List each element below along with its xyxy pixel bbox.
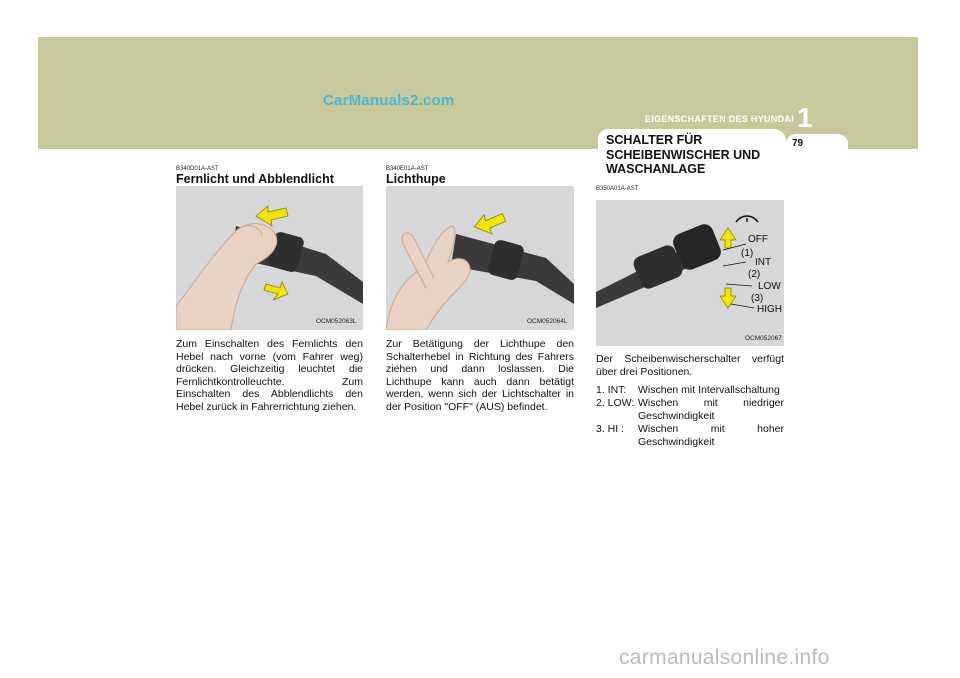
section-code: B350A01A-AST xyxy=(596,186,639,192)
list-item-number: 2. LOW: xyxy=(596,397,635,409)
image-code: OCM052064L xyxy=(527,318,568,325)
list-item-number: 3. HI : xyxy=(596,423,625,435)
wiper-label-int: INT xyxy=(755,257,772,268)
chapter-number: 1 xyxy=(797,102,813,133)
list-item-text: Wischen mit hoher Geschwindigkeit xyxy=(638,423,784,448)
wiper-label-off: OFF xyxy=(748,234,768,245)
chapter-header-band xyxy=(38,37,918,149)
list-item-number: 1. INT: xyxy=(596,384,627,396)
high-beam-photo xyxy=(176,186,363,330)
wiper-label-3: (3) xyxy=(751,293,764,304)
list-item xyxy=(596,423,784,449)
list-item-text: Wischen mit niedriger Geschwindigkeit xyxy=(638,397,784,422)
image-code: OCM052067 xyxy=(745,335,782,342)
site-link[interactable]: CarManuals2.com xyxy=(323,92,455,109)
wiper-label-high: HIGH xyxy=(757,304,782,315)
list-item-text: Wischen mit Intervallschaltung xyxy=(638,384,780,396)
image-code: OCM052063L xyxy=(316,318,357,325)
intro-paragraph: Der Scheibenwischerschalter verfügt über drei Positionen. xyxy=(596,353,784,378)
body-paragraph: Zum Einschalten des Fernlichts den Hebel nach vorne (vom Fahrer weg) drücken. Gleichzeitig leuchtet die Fernlichtkontrolleuchte. Zum Einschalten des Abblendlichts den Hebel zurück in Fahrerrichtung ziehen. xyxy=(176,338,363,413)
page-number: 79 xyxy=(792,138,804,149)
section-code: B340D01A-AST xyxy=(176,166,219,172)
section-heading: Fernlicht und Abblendlicht xyxy=(176,172,334,186)
list-item xyxy=(596,397,784,423)
wiper-label-low: LOW xyxy=(758,281,781,292)
headlight-flasher-photo xyxy=(386,186,574,330)
body-paragraph: Zur Betätigung der Lichthupe den Schalterhebel in Richtung des Fahrers ziehen und dann loslassen. Die Lichthupe kann auch dann betätigt werden, wenn sich der Lichtschalter in der Position "OFF" (AUS) befindet. xyxy=(386,338,574,413)
section-code: B340E01A-AST xyxy=(386,166,429,172)
watermark: carmanualsonline.info xyxy=(619,646,830,669)
section-title: SCHALTER FÜR SCHEIBENWISCHER UND WASCHANLAGE xyxy=(606,133,761,176)
section-heading: Lichthupe xyxy=(386,172,446,186)
list-item xyxy=(596,384,784,397)
wiper-label-2: (2) xyxy=(748,269,761,280)
chapter-title: EIGENSCHAFTEN DES HYUNDAI xyxy=(644,114,794,124)
wiper-label-1: (1) xyxy=(741,248,754,259)
